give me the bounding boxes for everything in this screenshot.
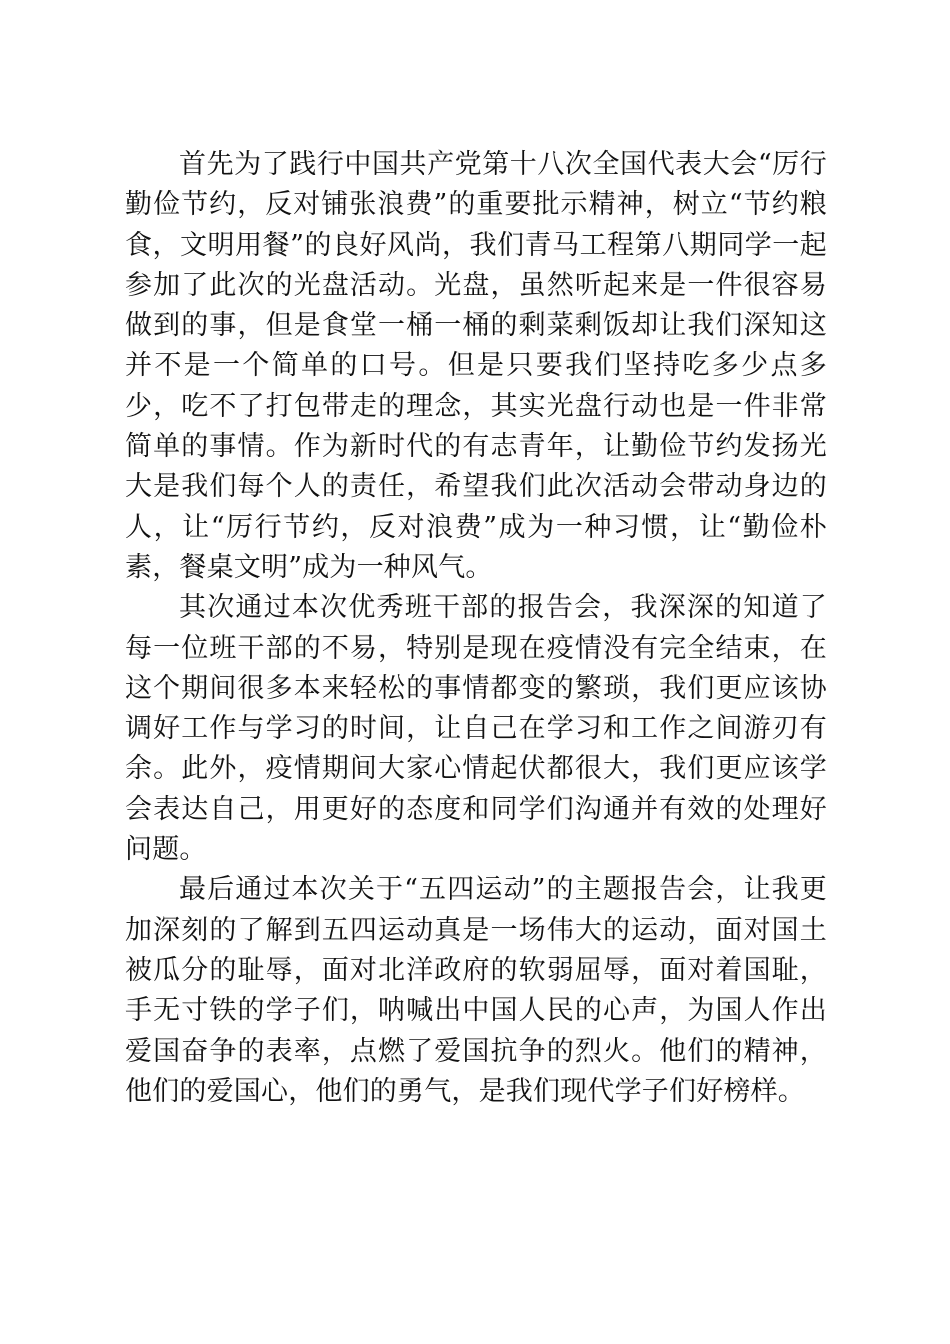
paragraph-2: 其次通过本次优秀班干部的报告会，我深深的知道了每一位班干部的不易，特别是现在疫情没有完全结束，在这个期间很多本来轻松的事情都变的繁琐，我们更应该协调好工作与学习的时间，让自己在学习和工作之间游刃有余。此外，疫情期间大家心情起伏都很大，我们更应该学会表达自己，用更好的态度和同学们沟通并有效的处理好问题。	[125, 592, 827, 866]
document-body	[125, 145, 827, 1112]
paragraph-3: 最后通过本次关于“五四运动”的主题报告会，让我更加深刻的了解到五四运动真是一场伟大的运动，面对国土被瓜分的耻辱，面对北洋政府的软弱屈辱，面对着国耻，手无寸铁的学子们，呐喊出中国人民的心声，为国人作出爱国奋争的表率，点燃了爱国抗争的烈火。他们的精神，他们的爱国心，他们的勇气，是我们现代学子们好榜样。	[125, 874, 827, 1107]
paragraph-1: 首先为了践行中国共产党第十八次全国代表大会“厉行勤俭节约，反对铺张浪费”的重要批示精神，树立“节约粮食，文明用餐”的良好风尚，我们青马工程第八期同学一起参加了此次的光盘活动。光盘，虽然听起来是一件很容易做到的事，但是食堂一桶一桶的剩菜剩饭却让我们深知这并不是一个简单的口号。但是只要我们坚持吃多少点多少，吃不了打包带走的理念，其实光盘行动也是一件非常简单的事情。作为新时代的有志青年，让勤俭节约发扬光大是我们每个人的责任，希望我们此次活动会带动身边的人，让“厉行节约，反对浪费”成为一种习惯，让“勤俭朴素，餐桌文明”成为一种风气。	[125, 149, 827, 583]
